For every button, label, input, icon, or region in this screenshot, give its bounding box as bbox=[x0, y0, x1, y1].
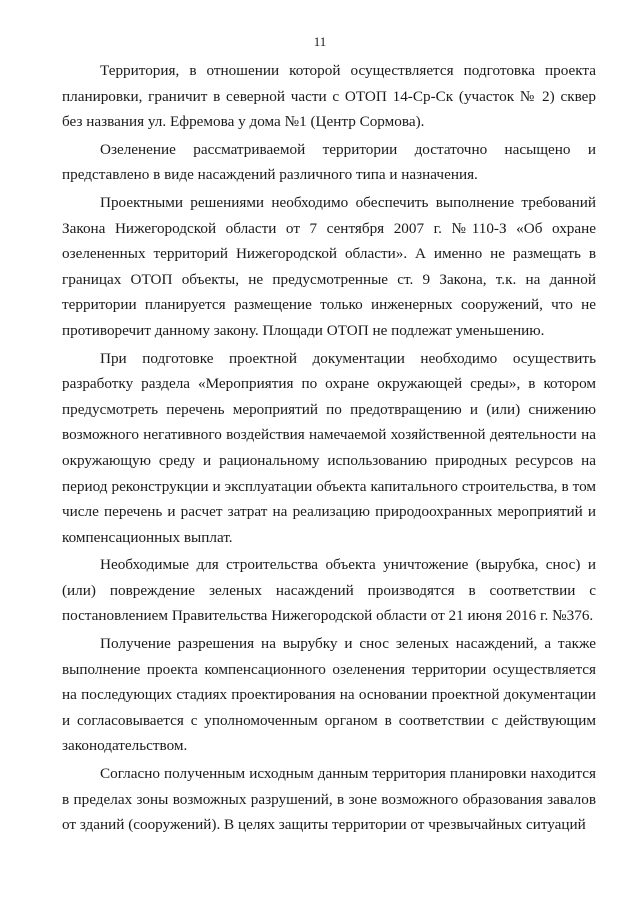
paragraph-emergency-zone: Согласно полученным исходным данным территория планировки находится в пределах зоны возможных разрушений, в зоне возможного образования завалов от зданий (сооружений). В целях защиты территории от чрезвычайных ситуаций bbox=[62, 765, 596, 834]
page-number: 11 bbox=[313, 34, 327, 49]
paragraph-greenery: Озеленение рассматриваемой территории достаточно насыщено и представлено в виде насаждений различного типа и назначения. bbox=[62, 140, 596, 184]
document-body bbox=[62, 58, 596, 840]
paragraph-law-requirements: Проектными решениями необходимо обеспечить выполнение требований Закона Нижегородской области от 7 сентября 2007 г. №110-З «Об охране озелененных территорий Нижегородской области». А именно не размещать в границах ОТОП объекты, не предусмотренные ст. 9 Закона, т.к. на данной территории планируется размещение только инженерных сооружений, что не противоречит данному закону. Площади ОТОП не подлежат уменьшению. bbox=[62, 193, 596, 339]
paragraph-territory-boundary: Территория, в отношении которой осуществляется подготовка проекта планировки, граничит в северной части с ОТОП 14-Ср-Ск (участок № 2) сквер без названия ул. Ефремова у дома №1 (Центр Сормова). bbox=[62, 62, 596, 131]
paragraph-tree-removal: Необходимые для строительства объекта уничтожение (вырубка, снос) и (или) повреждение зеленых насаждений производятся в соответствии с постановлением Правительства Нижегородской области от 21 июня 2016 г. №376. bbox=[62, 556, 596, 625]
paragraph-environment-protection: При подготовке проектной документации необходимо осуществить разработку раздела «Мероприятия по охране окружающей среды», в котором предусмотреть перечень мероприятий по предотвращению и (или) снижению возможного негативного воздействия намечаемой хозяйственной деятельности на окружающую среду и рациональному использованию природных ресурсов на период реконструкции и эксплуатации объекта капитального строительства, в том числе перечень и расчет затрат на реализацию природоохранных мероприятий и компенсационных выплат. bbox=[62, 349, 596, 546]
paragraph-permits: Получение разрешения на вырубку и снос зеленых насаждений, а также выполнение проекта компенсационного озеленения территории осуществляется на последующих стадиях проектирования на основании проектной документации и согласовывается с уполномоченным органом в соответствии с действующим законодательством. bbox=[62, 635, 596, 755]
